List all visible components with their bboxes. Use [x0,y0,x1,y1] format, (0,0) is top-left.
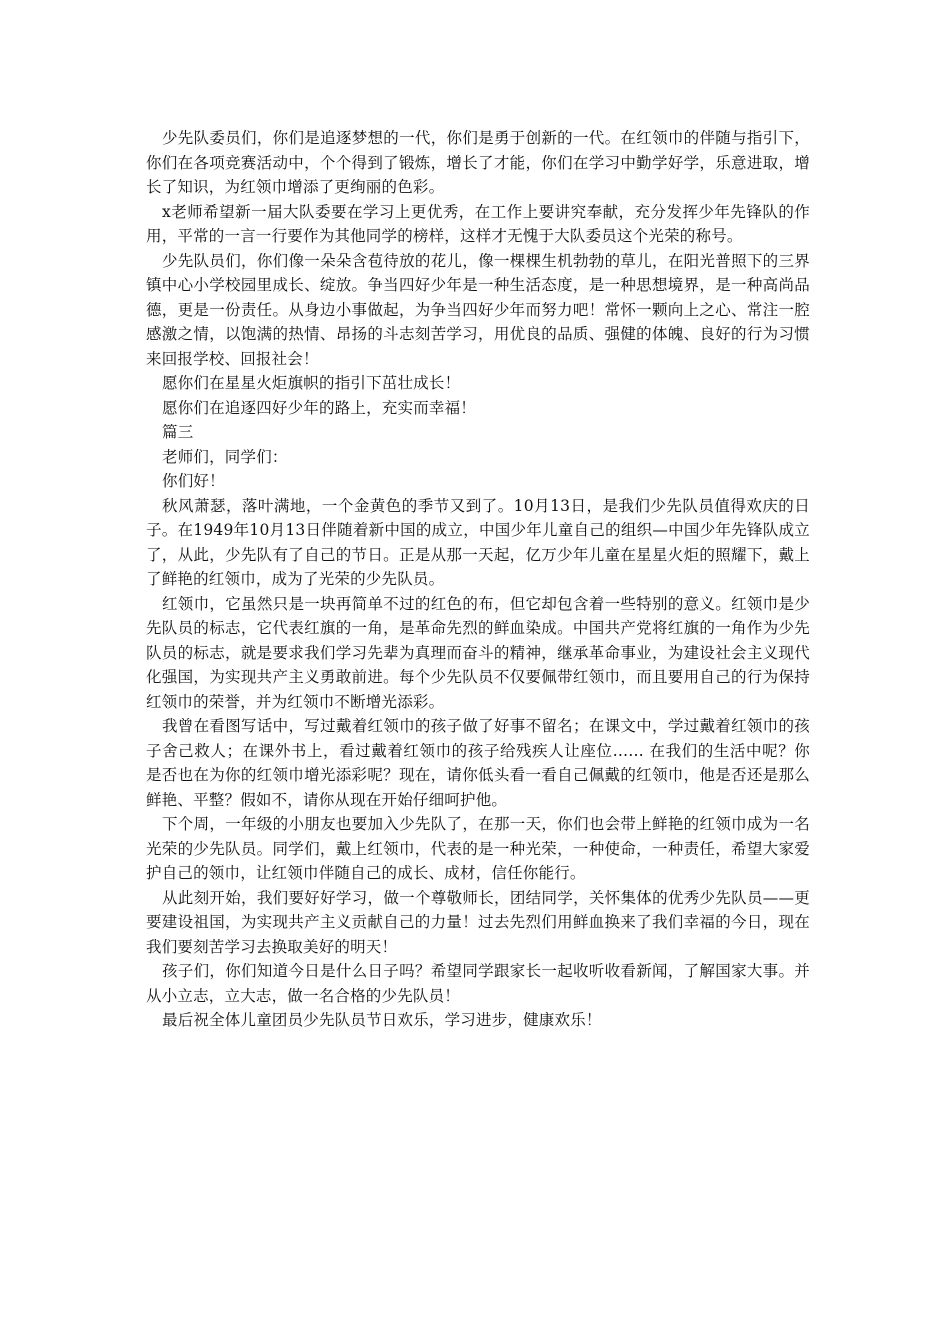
paragraph-10: 红领巾，它虽然只是一块再简单不过的红色的布，但它却包含着一些特别的意义。红领巾是少先队员的标志，它代表红旗的一角，是革命先烈的鲜血染成。中国共产党将红旗的一角作为少先队员的标志，就是要求我们学习先辈为真理而奋斗的精神，继承革命事业，为建设社会主义现代化强国，为实现共产主义勇敢前进。每个少先队员不仅要佩带红领巾，而且要用自己的行为保持红领巾的荣誉，并为红领巾不断增光添彩。 [146,594,810,711]
document-body [146,126,810,1033]
paragraph-14: 孩子们，你们知道今日是什么日子吗？希望同学跟家长一起收听收看新闻，了解国家大事。并从小立志，立大志，做一名合格的少先队员！ [146,962,810,1005]
closing-wish: 最后祝全体儿童团员少先队员节日欢乐，学习进步，健康欢乐！ [162,1011,602,1029]
paragraph-1: 少先队委员们，你们是追逐梦想的一代，你们是勇于创新的一代。在红领巾的伴随与指引下，你们在各项竞赛活动中，个个得到了锻炼，增长了才能，你们在学习中勤学好学，乐意进取，增长了知识，为红领巾增添了更绚丽的色彩。 [146,129,810,196]
paragraph-12: 下个周，一年级的小朋友也要加入少先队了，在那一天，你们也会带上鲜艳的红领巾成为一名光荣的少先队员。同学们，戴上红领巾，代表的是一种光荣，一种使命，一种责任，希望大家爱护自己的领巾，让红领巾伴随自己的成长、成材，信任你能行。 [146,815,810,882]
paragraph-4: 愿你们在星星火炬旗帜的指引下茁壮成长！ [162,374,461,392]
section-heading: 篇三 [162,423,194,441]
salutation: 老师们，同学们： [162,447,288,466]
paragraph-9: 秋风萧瑟，落叶满地，一个金黄色的季节又到了。10月13日，是我们少先队员值得欢庆的日子。在1949年10月13日伴随着新中国的成立，中国少年儿童自己的组织—中国少年先锋队成立了，从此，少先队有了自己的节日。正是从那一天起，亿万少年儿童在星星火炬的照耀下，戴上了鲜艳的红领巾，成为了光荣的少先队员。 [146,496,810,588]
paragraph-13: 从此刻开始，我们要好好学习，做一个尊敬师长，团结同学，关怀集体的优秀少先队员——更要建设祖国，为实现共产主义贡献自己的力量！过去先烈们用鲜血换来了我们幸福的今日，现在我们要刻苦学习去换取美好的明天！ [146,888,810,956]
paragraph-2: x老师希望新一届大队委要在学习上更优秀，在工作上要讲究奉献，充分发挥少年先锋队的作用，平常的一言一行要作为其他同学的榜样，这样才无愧于大队委员这个光荣的称号。 [146,202,810,245]
paragraph-5: 愿你们在追逐四好少年的路上，充实而幸福！ [162,398,477,417]
paragraph-11: 我曾在看图写话中，写过戴着红领巾的孩子做了好事不留名；在课文中，学过戴着红领巾的孩子舍己救人；在课外书上，看过戴着红领巾的孩子给残疾人让座位…… 在我们的生活中呢？你是否也在为你的红领巾增光添彩呢？现在，请你低头看一看自己佩戴的红领巾，他是否还是那么鲜艳、平整？假如不，请你从现在开始仔细呵护他。 [146,717,810,809]
greeting: 你们好！ [162,472,225,490]
paragraph-3: 少先队员们，你们像一朵朵含苞待放的花儿，像一棵棵生机勃勃的草儿，在阳光普照下的三界镇中心小学校园里成长、绽放。争当四好少年是一种生活态度，是一种思想境界，是一种高尚品德，更是一份责任。从身边小事做起，为争当四好少年而努力吧！常怀一颗向上之心、常注一腔感激之情，以饱满的热情、昂扬的斗志刻苦学习，用优良的品质、强健的体魄、良好的行为习惯来回报学校、回报社会！ [146,251,810,368]
